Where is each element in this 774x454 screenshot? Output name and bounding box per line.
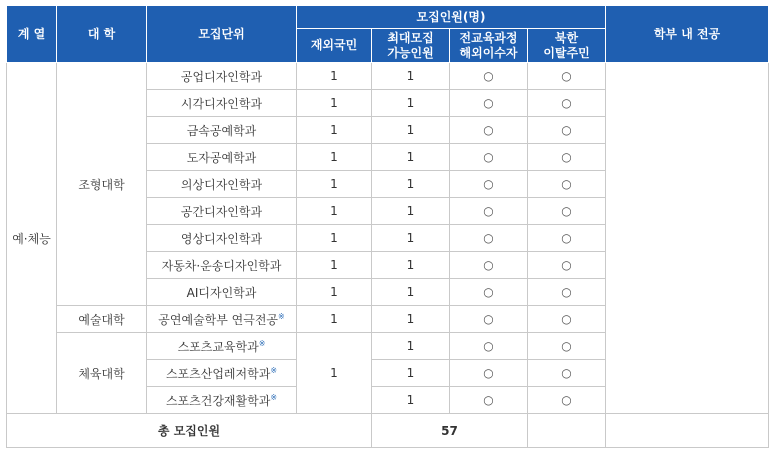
overseas-cell: 1 — [297, 63, 372, 90]
note-mark: ※ — [258, 338, 266, 348]
unit-cell: AI디자인학과 — [147, 279, 297, 306]
max-cell: 1 — [372, 333, 450, 360]
unit-cell — [147, 333, 297, 360]
unit-label: 스포츠건강재활학과 — [165, 393, 271, 408]
edu-cell: ○ — [450, 117, 528, 144]
table-row — [7, 63, 769, 90]
max-cell: 1 — [372, 360, 450, 387]
college-cell: 예술대학 — [57, 306, 147, 333]
nk-cell: ○ — [528, 90, 606, 117]
header-nk-defector-line2: 이탈주민 — [543, 45, 590, 60]
unit-cell — [147, 360, 297, 387]
header-nk-defector-line1: 북한 — [554, 30, 579, 45]
header-max-recruit-line1: 최대모집 — [387, 30, 434, 45]
nk-cell: ○ — [528, 171, 606, 198]
max-cell: 1 — [372, 279, 450, 306]
edu-cell: ○ — [450, 225, 528, 252]
header-overseas-edu — [450, 29, 528, 63]
total-label: 총 모집인원 — [7, 414, 372, 448]
note-mark: ※ — [270, 392, 278, 402]
overseas-cell: 1 — [297, 144, 372, 171]
edu-cell: ○ — [450, 279, 528, 306]
total-value: 57 — [372, 414, 528, 448]
total-empty-cell — [528, 414, 606, 448]
admission-table — [6, 5, 769, 448]
major-cell — [606, 63, 769, 414]
max-cell: 1 — [372, 90, 450, 117]
table-body — [7, 63, 769, 448]
max-cell: 1 — [372, 252, 450, 279]
nk-cell: ○ — [528, 360, 606, 387]
header-overseas-edu-line1: 전교육과정 — [459, 30, 518, 45]
table-header — [7, 6, 769, 63]
college-cell: 체육대학 — [57, 333, 147, 414]
header-overseas-korean: 재외국민 — [297, 29, 372, 63]
max-cell: 1 — [372, 306, 450, 333]
nk-cell: ○ — [528, 117, 606, 144]
overseas-cell: 1 — [297, 90, 372, 117]
total-row — [7, 414, 769, 448]
max-cell: 1 — [372, 63, 450, 90]
edu-cell: ○ — [450, 252, 528, 279]
unit-cell: 공간디자인학과 — [147, 198, 297, 225]
nk-cell: ○ — [528, 252, 606, 279]
overseas-cell: 1 — [297, 279, 372, 306]
unit-label: 공연예술학부 연극전공 — [158, 312, 279, 327]
unit-label: 스포츠산업레저학과 — [165, 366, 271, 381]
edu-cell: ○ — [450, 198, 528, 225]
max-cell: 1 — [372, 387, 450, 414]
unit-label: 스포츠교육학과 — [177, 339, 259, 354]
unit-cell: 시각디자인학과 — [147, 90, 297, 117]
unit-cell: 금속공예학과 — [147, 117, 297, 144]
edu-cell: ○ — [450, 333, 528, 360]
nk-cell: ○ — [528, 144, 606, 171]
nk-cell: ○ — [528, 333, 606, 360]
max-cell: 1 — [372, 144, 450, 171]
header-overseas-edu-line2: 해외이수자 — [459, 45, 518, 60]
overseas-cell: 1 — [297, 171, 372, 198]
header-major: 학부 내 전공 — [606, 6, 769, 63]
unit-cell: 도자공예학과 — [147, 144, 297, 171]
edu-cell: ○ — [450, 171, 528, 198]
max-cell: 1 — [372, 171, 450, 198]
nk-cell: ○ — [528, 306, 606, 333]
total-empty-cell — [606, 414, 769, 448]
admission-table-container — [6, 5, 768, 448]
unit-cell — [147, 387, 297, 414]
max-cell: 1 — [372, 117, 450, 144]
header-unit: 모집단위 — [147, 6, 297, 63]
unit-cell: 공업디자인학과 — [147, 63, 297, 90]
header-nk-defector — [528, 29, 606, 63]
college-cell: 조형대학 — [57, 63, 147, 306]
nk-cell: ○ — [528, 63, 606, 90]
group-cell: 예·체능 — [7, 63, 57, 414]
edu-cell: ○ — [450, 144, 528, 171]
unit-cell — [147, 306, 297, 333]
unit-cell: 영상디자인학과 — [147, 225, 297, 252]
overseas-cell-sports: 1 — [297, 333, 372, 414]
nk-cell: ○ — [528, 225, 606, 252]
note-mark: ※ — [278, 311, 285, 321]
overseas-cell: 1 — [297, 225, 372, 252]
overseas-cell: 1 — [297, 306, 372, 333]
note-mark: ※ — [270, 365, 278, 375]
unit-cell: 자동차·운송디자인학과 — [147, 252, 297, 279]
header-group: 계 열 — [7, 6, 57, 63]
edu-cell: ○ — [450, 63, 528, 90]
overseas-cell: 1 — [297, 198, 372, 225]
nk-cell: ○ — [528, 387, 606, 414]
max-cell: 1 — [372, 225, 450, 252]
overseas-cell: 1 — [297, 117, 372, 144]
nk-cell: ○ — [528, 279, 606, 306]
header-max-recruit — [372, 29, 450, 63]
overseas-cell: 1 — [297, 252, 372, 279]
edu-cell: ○ — [450, 360, 528, 387]
edu-cell: ○ — [450, 90, 528, 117]
edu-cell: ○ — [450, 306, 528, 333]
header-college: 대 학 — [57, 6, 147, 63]
header-max-recruit-line2: 가능인원 — [387, 45, 434, 60]
unit-cell: 의상디자인학과 — [147, 171, 297, 198]
edu-cell: ○ — [450, 387, 528, 414]
max-cell: 1 — [372, 198, 450, 225]
nk-cell: ○ — [528, 198, 606, 225]
header-recruit: 모집인원(명) — [297, 6, 606, 29]
